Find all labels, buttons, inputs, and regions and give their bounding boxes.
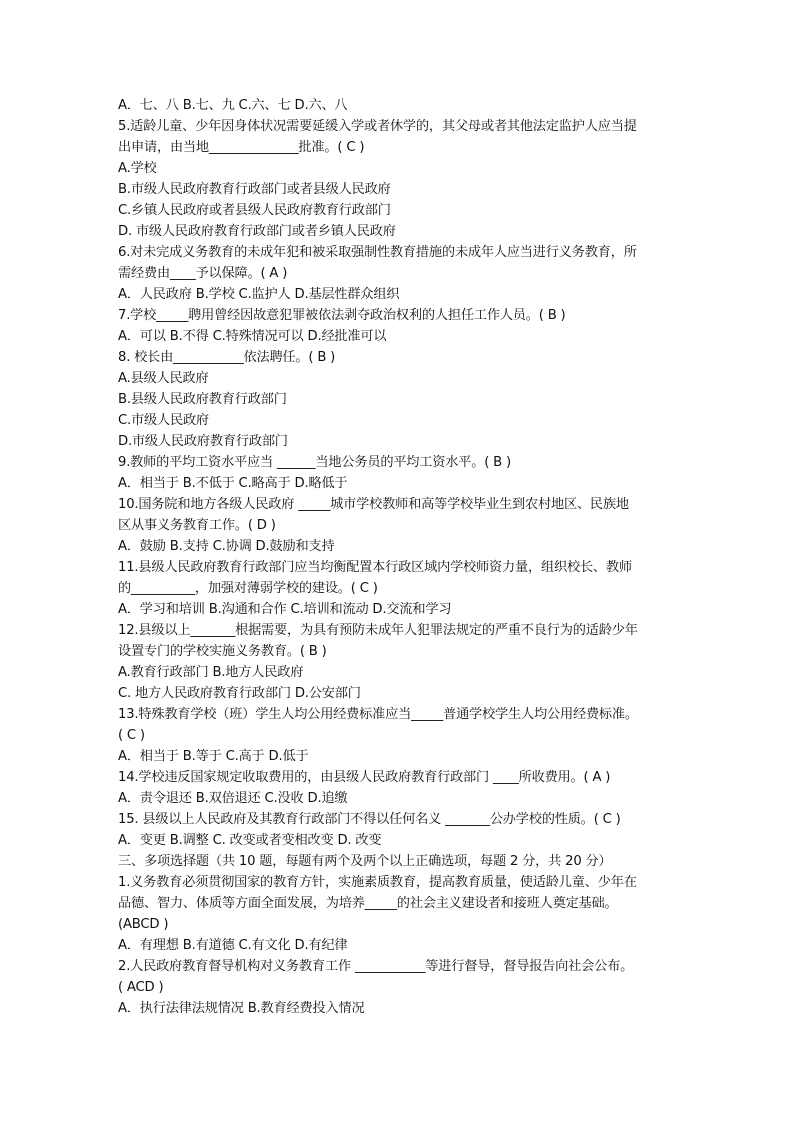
text-line: A．人民政府 B.学校 C.监护人 D.基层性群众组织	[118, 287, 400, 302]
text-line: 的__________，加强对薄弱学校的建设。( C )	[118, 581, 378, 596]
text-line: 出申请，由当地______________批准。( C )	[118, 140, 365, 155]
text-line: D. 市级人民政府教育行政部门或者乡镇人民政府	[118, 224, 396, 239]
text-line: 8. 校长由___________依法聘任。( B )	[118, 350, 336, 365]
text-line: (ABCD )	[118, 917, 169, 932]
text-line: B.县级人民政府教育行政部门	[118, 392, 287, 407]
text-line: 5.适龄儿童、少年因身体状况需要延缓入学或者休学的，其父母或者其他法定监护人应当提	[118, 119, 637, 134]
text-line: A.学校	[118, 161, 157, 176]
text-line: A.县级人民政府	[118, 371, 209, 386]
text-line: 7.学校_____聘用曾经因故意犯罪被依法剥夺政治权利的人担任工作人员。( B )	[118, 308, 566, 323]
text-line: D.市级人民政府教育行政部门	[118, 434, 288, 449]
text-line: ( C )	[118, 728, 145, 743]
text-line: 品德、智力、体质等方面全面发展，为培养_____的社会主义建设者和接班人奠定基础。	[118, 896, 618, 911]
text-line: 需经费由____予以保障。( A )	[118, 266, 288, 281]
text-line: A．执行法律法规情况 B.教育经费投入情况	[118, 1001, 365, 1016]
text-line: 1.义务教育必须贯彻国家的教育方针，实施素质教育，提高教育质量，使适龄儿童、少年在	[118, 875, 637, 890]
text-line: 2.人民政府教育督导机构对义务教育工作 ___________等进行督导，督导报告向社会公布。	[118, 959, 634, 974]
section-heading: 三、多项选择题（共 10 题，每题有两个及两个以上正确选项，每题 2 分，共 20 分）	[118, 854, 612, 869]
text-line: ( ACD )	[118, 980, 164, 995]
text-line: 12.县级以上_______根据需要，为具有预防未成年人犯罪法规定的严重不良行为的适龄少年	[118, 623, 638, 638]
text-line: C.市级人民政府	[118, 413, 209, 428]
text-line: C.乡镇人民政府或者县级人民政府教育行政部门	[118, 203, 391, 218]
text-line: A．相当于 B.不低于 C.略高于 D.略低于	[118, 476, 348, 491]
text-line: 6.对未完成义务教育的未成年犯和被采取强制性教育措施的未成年人应当进行义务教育，所	[118, 245, 637, 260]
text-line: A.教育行政部门 B.地方人民政府	[118, 665, 304, 680]
text-line: 区从事义务教育工作。( D )	[118, 518, 276, 533]
text-line: B.市级人民政府教育行政部门或者县级人民政府	[118, 182, 391, 197]
text-line: A．变更 B.调整 C. 改变或者变相改变 D. 改变	[118, 833, 382, 848]
text-line: 9.教师的平均工资水平应当 ______当地公务员的平均工资水平。( B )	[118, 455, 511, 470]
text-line: 设置专门的学校实施义务教育。( B )	[118, 644, 327, 659]
text-line: A．有理想 B.有道德 C.有文化 D.有纪律	[118, 938, 348, 953]
text-line: A．学习和培训 B.沟通和合作 C.培训和流动 D.交流和学习	[118, 602, 452, 617]
text-line: A．七、八 B.七、九 C.六、七 D.六、八	[118, 98, 348, 113]
text-line: A．责令退还 B.双倍退还 C.没收 D.追缴	[118, 791, 348, 806]
text-line: 14.学校违反国家规定收取费用的，由县级人民政府教育行政部门 ____所收费用。( A )	[118, 770, 611, 785]
text-line: A．鼓励 B.支持 C.协调 D.鼓励和支持	[118, 539, 335, 554]
text-line: A．相当于 B.等于 C.高于 D.低于	[118, 749, 309, 764]
text-line: 13.特殊教育学校（班）学生人均公用经费标准应当_____普通学校学生人均公用经费标准。	[118, 707, 638, 722]
text-line: A．可以 B.不得 C.特殊情况可以 D.经批准可以	[118, 329, 387, 344]
text-line: 11.县级人民政府教育行政部门应当均衡配置本行政区域内学校师资力量，组织校长、教师	[118, 560, 632, 575]
text-line: C. 地方人民政府教育行政部门 D.公安部门	[118, 686, 361, 701]
text-line: 15. 县级以上人民政府及其教育行政部门不得以任何名义 _______公办学校的性质。( C )	[118, 812, 621, 827]
text-line: 10.国务院和地方各级人民政府 _____城市学校教师和高等学校毕业生到农村地区、民族地	[118, 497, 629, 512]
